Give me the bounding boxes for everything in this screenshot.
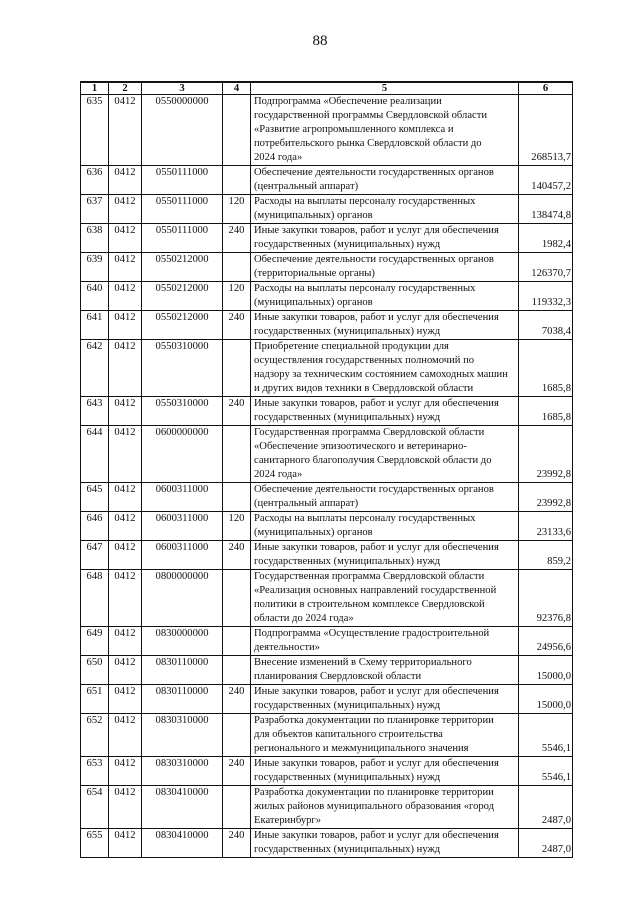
expense-type-code: 240 — [223, 757, 251, 786]
expense-type-code — [223, 483, 251, 512]
expense-type-code — [223, 253, 251, 282]
item-name: Внесение изменений в Схему территориального планирования Свердловской области — [251, 656, 519, 685]
table-row — [81, 757, 573, 786]
table-row — [81, 570, 573, 627]
amount: 7038,4 — [519, 311, 573, 340]
item-name: Приобретение специальной продукции для осуществления государственных полномочий по надзору за техническим состоянием самоходных машин и других видов техники в Свердловской области — [251, 340, 519, 397]
row-number: 647 — [81, 541, 109, 570]
item-name: Обеспечение деятельности государственных органов (центральный аппарат) — [251, 166, 519, 195]
target-article-code: 0550000000 — [142, 95, 223, 166]
row-number: 639 — [81, 253, 109, 282]
expense-type-code: 240 — [223, 829, 251, 858]
row-number: 645 — [81, 483, 109, 512]
item-name: Государственная программа Свердловской области «Реализация основных направлений государственной политики в строительном комплексе Свердловской области до 2024 года» — [251, 570, 519, 627]
item-name: Обеспечение деятельности государственных органов (территориальные органы) — [251, 253, 519, 282]
target-article-code: 0550111000 — [142, 224, 223, 253]
amount: 119332,3 — [519, 282, 573, 311]
section-code: 0412 — [109, 253, 142, 282]
target-article-code: 0830000000 — [142, 627, 223, 656]
target-article-code: 0550212000 — [142, 253, 223, 282]
expense-type-code — [223, 627, 251, 656]
section-code: 0412 — [109, 282, 142, 311]
item-name: Иные закупки товаров, работ и услуг для обеспечения государственных (муниципальных) нужд — [251, 829, 519, 858]
section-code: 0412 — [109, 426, 142, 483]
target-article-code: 0800000000 — [142, 570, 223, 627]
expense-type-code: 120 — [223, 195, 251, 224]
target-article-code: 0550111000 — [142, 166, 223, 195]
target-article-code: 0550212000 — [142, 282, 223, 311]
expense-type-code — [223, 95, 251, 166]
expense-type-code — [223, 656, 251, 685]
row-number: 651 — [81, 685, 109, 714]
table-row — [81, 397, 573, 426]
row-number: 641 — [81, 311, 109, 340]
item-name: Иные закупки товаров, работ и услуг для обеспечения государственных (муниципальных) нужд — [251, 757, 519, 786]
row-number: 652 — [81, 714, 109, 757]
section-code: 0412 — [109, 786, 142, 829]
row-number: 635 — [81, 95, 109, 166]
row-number: 649 — [81, 627, 109, 656]
section-code: 0412 — [109, 829, 142, 858]
amount: 1685,8 — [519, 340, 573, 397]
expense-type-code — [223, 426, 251, 483]
section-code: 0412 — [109, 195, 142, 224]
target-article-code: 0830410000 — [142, 829, 223, 858]
amount: 138474,8 — [519, 195, 573, 224]
item-name: Иные закупки товаров, работ и услуг для обеспечения государственных (муниципальных) нужд — [251, 311, 519, 340]
target-article-code: 0830110000 — [142, 656, 223, 685]
item-name: Разработка документации по планировке территории для объектов капитального строительства регионального и межмуниципального значения — [251, 714, 519, 757]
target-article-code: 0830310000 — [142, 714, 223, 757]
expense-type-code: 240 — [223, 397, 251, 426]
table-row — [81, 340, 573, 397]
amount: 5546,1 — [519, 757, 573, 786]
amount: 1982,4 — [519, 224, 573, 253]
amount: 1685,8 — [519, 397, 573, 426]
item-name: Иные закупки товаров, работ и услуг для обеспечения государственных (муниципальных) нужд — [251, 397, 519, 426]
expense-type-code — [223, 714, 251, 757]
table-row — [81, 512, 573, 541]
amount: 126370,7 — [519, 253, 573, 282]
expense-type-code: 120 — [223, 282, 251, 311]
row-number: 636 — [81, 166, 109, 195]
col-header-3: 3 — [142, 82, 223, 95]
target-article-code: 0550310000 — [142, 397, 223, 426]
section-code: 0412 — [109, 95, 142, 166]
target-article-code: 0550212000 — [142, 311, 223, 340]
table-row — [81, 786, 573, 829]
section-code: 0412 — [109, 311, 142, 340]
expense-type-code — [223, 166, 251, 195]
amount: 268513,7 — [519, 95, 573, 166]
expense-type-code: 240 — [223, 541, 251, 570]
row-number: 637 — [81, 195, 109, 224]
section-code: 0412 — [109, 166, 142, 195]
table-row — [81, 95, 573, 166]
item-name: Государственная программа Свердловской области «Обеспечение эпизоотического и ветеринарно- санитарного благополучия Свердловской области до 2024 года» — [251, 426, 519, 483]
section-code: 0412 — [109, 224, 142, 253]
amount: 24956,6 — [519, 627, 573, 656]
row-number: 642 — [81, 340, 109, 397]
table-row — [81, 311, 573, 340]
item-name: Расходы на выплаты персоналу государственных (муниципальных) органов — [251, 512, 519, 541]
table-row — [81, 627, 573, 656]
amount: 859,2 — [519, 541, 573, 570]
row-number: 655 — [81, 829, 109, 858]
row-number: 640 — [81, 282, 109, 311]
section-code: 0412 — [109, 656, 142, 685]
expense-type-code: 240 — [223, 311, 251, 340]
table-row — [81, 224, 573, 253]
target-article-code: 0830110000 — [142, 685, 223, 714]
page-number: 88 — [312, 33, 328, 49]
section-code: 0412 — [109, 685, 142, 714]
table-row — [81, 195, 573, 224]
col-header-1: 1 — [81, 82, 109, 95]
target-article-code: 0600311000 — [142, 541, 223, 570]
amount: 140457,2 — [519, 166, 573, 195]
table-row — [81, 714, 573, 757]
table-row — [81, 685, 573, 714]
expense-type-code: 240 — [223, 685, 251, 714]
amount: 92376,8 — [519, 570, 573, 627]
table-row — [81, 541, 573, 570]
item-name: Иные закупки товаров, работ и услуг для обеспечения государственных (муниципальных) нужд — [251, 685, 519, 714]
budget-table — [80, 81, 573, 858]
amount: 23133,6 — [519, 512, 573, 541]
table-row — [81, 282, 573, 311]
section-code: 0412 — [109, 340, 142, 397]
table-row — [81, 656, 573, 685]
row-number: 653 — [81, 757, 109, 786]
expense-type-code — [223, 340, 251, 397]
amount: 2487,0 — [519, 786, 573, 829]
row-number: 654 — [81, 786, 109, 829]
section-code: 0412 — [109, 483, 142, 512]
target-article-code: 0600311000 — [142, 483, 223, 512]
amount: 2487,0 — [519, 829, 573, 858]
table-row — [81, 829, 573, 858]
row-number: 648 — [81, 570, 109, 627]
item-name: Разработка документации по планировке территории жилых районов муниципального образования «город Екатеринбург» — [251, 786, 519, 829]
target-article-code: 0550111000 — [142, 195, 223, 224]
target-article-code: 0600311000 — [142, 512, 223, 541]
target-article-code: 0830410000 — [142, 786, 223, 829]
col-header-4: 4 — [223, 82, 251, 95]
item-name: Обеспечение деятельности государственных органов (центральный аппарат) — [251, 483, 519, 512]
expense-type-code: 240 — [223, 224, 251, 253]
table-row — [81, 253, 573, 282]
item-name: Иные закупки товаров, работ и услуг для обеспечения государственных (муниципальных) нужд — [251, 224, 519, 253]
row-number: 643 — [81, 397, 109, 426]
section-code: 0412 — [109, 757, 142, 786]
amount: 5546,1 — [519, 714, 573, 757]
item-name: Иные закупки товаров, работ и услуг для обеспечения государственных (муниципальных) нужд — [251, 541, 519, 570]
section-code: 0412 — [109, 627, 142, 656]
item-name: Расходы на выплаты персоналу государственных (муниципальных) органов — [251, 195, 519, 224]
row-number: 650 — [81, 656, 109, 685]
target-article-code: 0830310000 — [142, 757, 223, 786]
col-header-2: 2 — [109, 82, 142, 95]
target-article-code: 0600000000 — [142, 426, 223, 483]
section-code: 0412 — [109, 397, 142, 426]
row-number: 638 — [81, 224, 109, 253]
col-header-6: 6 — [519, 82, 573, 95]
amount: 15000,0 — [519, 656, 573, 685]
row-number: 646 — [81, 512, 109, 541]
target-article-code: 0550310000 — [142, 340, 223, 397]
table-row — [81, 426, 573, 483]
item-name: Подпрограмма «Осуществление градостроительной деятельности» — [251, 627, 519, 656]
section-code: 0412 — [109, 541, 142, 570]
section-code: 0412 — [109, 714, 142, 757]
table-row — [81, 483, 573, 512]
item-name: Подпрограмма «Обеспечение реализации государственной программы Свердловской области «Развитие агропромышленного комплекса и потребительского рынка Свердловской области до 2024 года» — [251, 95, 519, 166]
item-name: Расходы на выплаты персоналу государственных (муниципальных) органов — [251, 282, 519, 311]
expense-type-code — [223, 570, 251, 627]
expense-type-code: 120 — [223, 512, 251, 541]
section-code: 0412 — [109, 570, 142, 627]
table-row — [81, 166, 573, 195]
amount: 23992,8 — [519, 426, 573, 483]
expense-type-code — [223, 786, 251, 829]
row-number: 644 — [81, 426, 109, 483]
header-row — [81, 82, 573, 95]
col-header-5: 5 — [251, 82, 519, 95]
amount: 23992,8 — [519, 483, 573, 512]
amount: 15000,0 — [519, 685, 573, 714]
section-code: 0412 — [109, 512, 142, 541]
